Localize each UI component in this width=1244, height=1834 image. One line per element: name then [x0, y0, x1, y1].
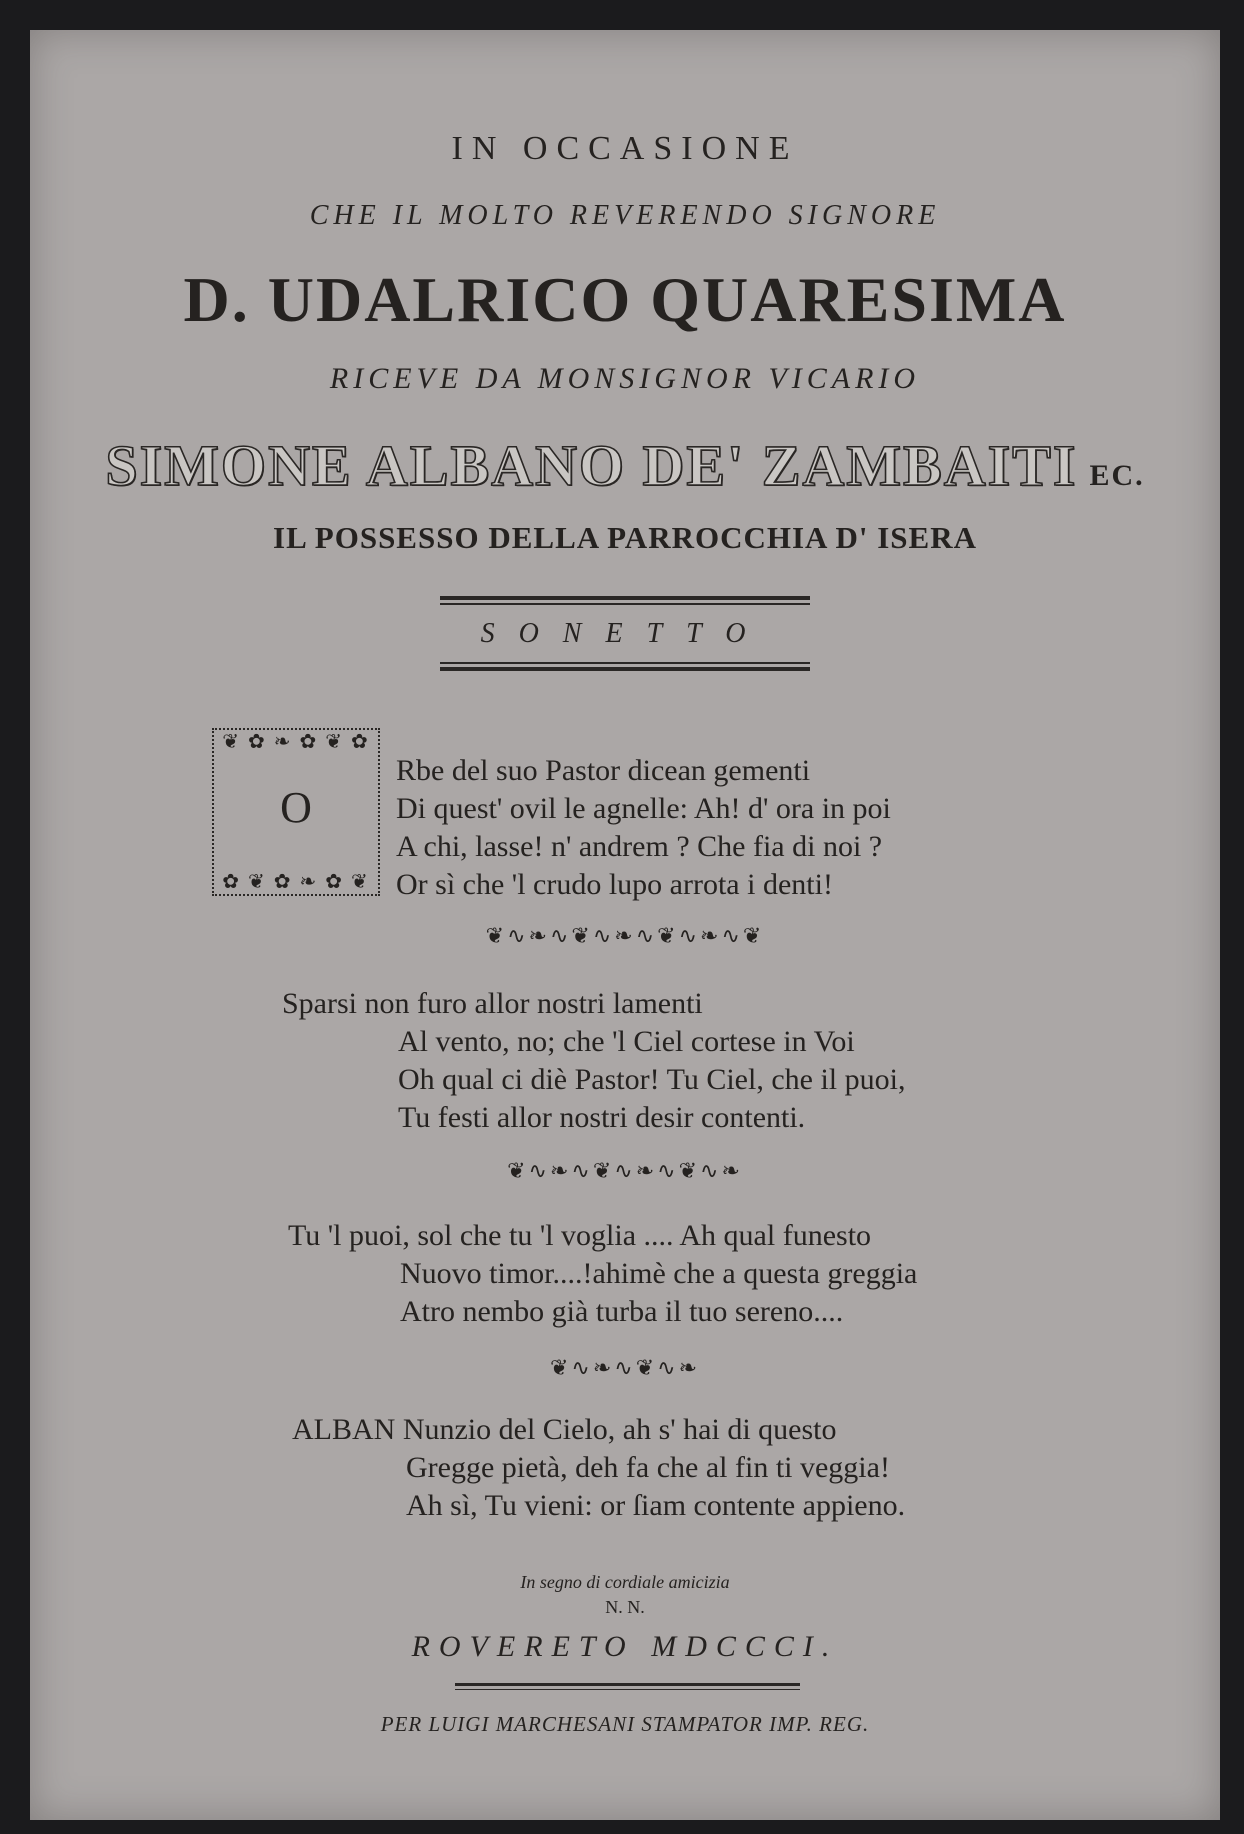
verse-line: Nuovo timor....!ahimè che a questa greggia: [400, 1257, 918, 1290]
verse-line: A chi, lasse! n' andrem ? Che fia di noi ?: [396, 830, 883, 863]
ornament-divider-3: ❦∿❧∿❦∿❧: [549, 1355, 701, 1380]
honoree-name: D. UDALRICO QUARESIMA: [183, 264, 1067, 335]
drop-cap-ornament-bottom: ✿ ❦ ✿ ❧ ✿ ❦: [222, 871, 370, 893]
bottom-rule: [440, 667, 810, 671]
vicar-name: SIMONE ALBANO DE' ZAMBAITI: [105, 433, 1078, 498]
verse-line: Al vento, no; che 'l Ciel cortese in Voi: [398, 1025, 855, 1058]
possession-line: IL POSSESSO DELLA PARROCCHIA D' ISERA: [273, 520, 977, 555]
ornament-divider-1: ❦∿❧∿❦∿❧∿❦∿❧∿❦: [485, 923, 765, 948]
verse-line: Gregge pietà, deh fa che al fin ti veggia!: [406, 1451, 890, 1484]
stanza-1: [396, 752, 891, 904]
verse-line: Atro nembo già turba il tuo sereno....: [400, 1295, 844, 1328]
verse-line: Oh qual ci diè Pastor! Tu Ciel, che il puoi,: [398, 1063, 906, 1096]
top-rule: [440, 596, 810, 600]
verse-line: Or sì che 'l crudo lupo arrota i denti!: [396, 868, 833, 901]
verse-line: ALBAN Nunzio del Cielo, ah s' hai di questo: [292, 1413, 837, 1446]
stanza-2: [282, 985, 905, 1137]
subtitle-line: CHE IL MOLTO REVERENDO SIGNORE: [309, 200, 941, 231]
occasion-heading: IN OCCASIONE: [451, 130, 799, 167]
verse-line: Sparsi non furo allor nostri lamenti: [282, 987, 703, 1020]
drop-cap-frame: [212, 728, 380, 896]
dedication: In segno di cordiale amicizia: [520, 1572, 730, 1592]
verse-line: Di quest' ovil le agnelle: Ah! d' ora in poi: [396, 792, 891, 825]
verse-line: Ah sì, Tu vieni: or ſiam contente appieno.: [406, 1489, 906, 1522]
verse-line: Rbe del suo Pastor dicean gementi: [396, 754, 811, 787]
vicar-suffix: EC.: [1089, 459, 1145, 492]
broadside-sheet: [30, 30, 1220, 1820]
printer-imprint: PER LUIGI MARCHESANI STAMPATOR IMP. REG.: [380, 1712, 870, 1736]
place-date: ROVERETO MDCCCI.: [411, 1630, 839, 1663]
stanza-4: [292, 1411, 905, 1525]
drop-cap-ornament-top: ❦ ✿ ❧ ✿ ❦ ✿: [222, 731, 370, 753]
genre-title: SONETTO: [480, 618, 770, 649]
drop-cap-letter: O: [280, 783, 312, 832]
footer-rule-thin: [455, 1689, 800, 1690]
vicar-line: [30, 432, 1220, 499]
author-initials: N. N.: [605, 1597, 645, 1617]
ornament-divider-2: ❦∿❧∿❦∿❧∿❦∿❧: [507, 1158, 743, 1183]
stanza-3: [288, 1217, 917, 1331]
top-rule-thin: [440, 603, 810, 605]
verse-line: Tu 'l puoi, sol che tu 'l voglia .... Ah qual funesto: [288, 1219, 872, 1252]
footer-rule: [455, 1683, 800, 1686]
verse-line: Tu festi allor nostri desir contenti.: [398, 1101, 806, 1134]
receives-line: RICEVE DA MONSIGNOR VICARIO: [329, 362, 921, 395]
bottom-rule-thin: [440, 662, 810, 664]
